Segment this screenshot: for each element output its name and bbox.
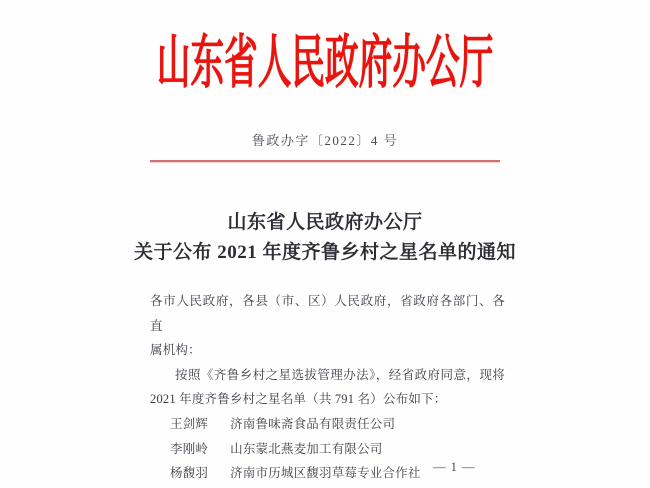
doc-title-line-1: 山东省人民政府办公厅 [227,212,423,233]
doc-number: 鲁政办字〔2022〕4 号 [251,133,399,148]
salutation-line-1: 各市人民政府，各县（市、区）人民政府，省政府各部门、各直 [150,294,505,333]
masthead [0,25,650,101]
doc-title [0,208,650,268]
star-name: 杨馥羽 [170,466,209,481]
star-name: 李刚岭 [170,441,209,456]
star-company: 山东蒙北燕麦加工有限公司 [230,441,383,456]
paragraph-line-2: 2021 年度齐鲁乡村之星名单（共 791 名）公布如下： [150,392,447,407]
red-divider-line [150,160,500,162]
star-name: 王剑辉 [170,416,209,431]
star-company: 济南市历城区馥羽草莓专业合作社 [230,466,421,481]
page-number: — 1 — [433,460,476,474]
star-row [170,437,505,462]
doc-title-line-2: 关于公布 2021 年度齐鲁乡村之星名单的通知 [133,242,516,263]
star-company: 济南鲁味斋食品有限责任公司 [230,416,396,431]
paragraph-line-1: 按照《齐鲁乡村之星选拔管理办法》，经省政府同意，现将 [175,367,505,382]
star-row [170,412,505,437]
body-text [150,289,505,486]
masthead-title: 山东省人民政府办公厅 [156,30,494,95]
salutation-line-2: 属机构： [150,343,201,358]
